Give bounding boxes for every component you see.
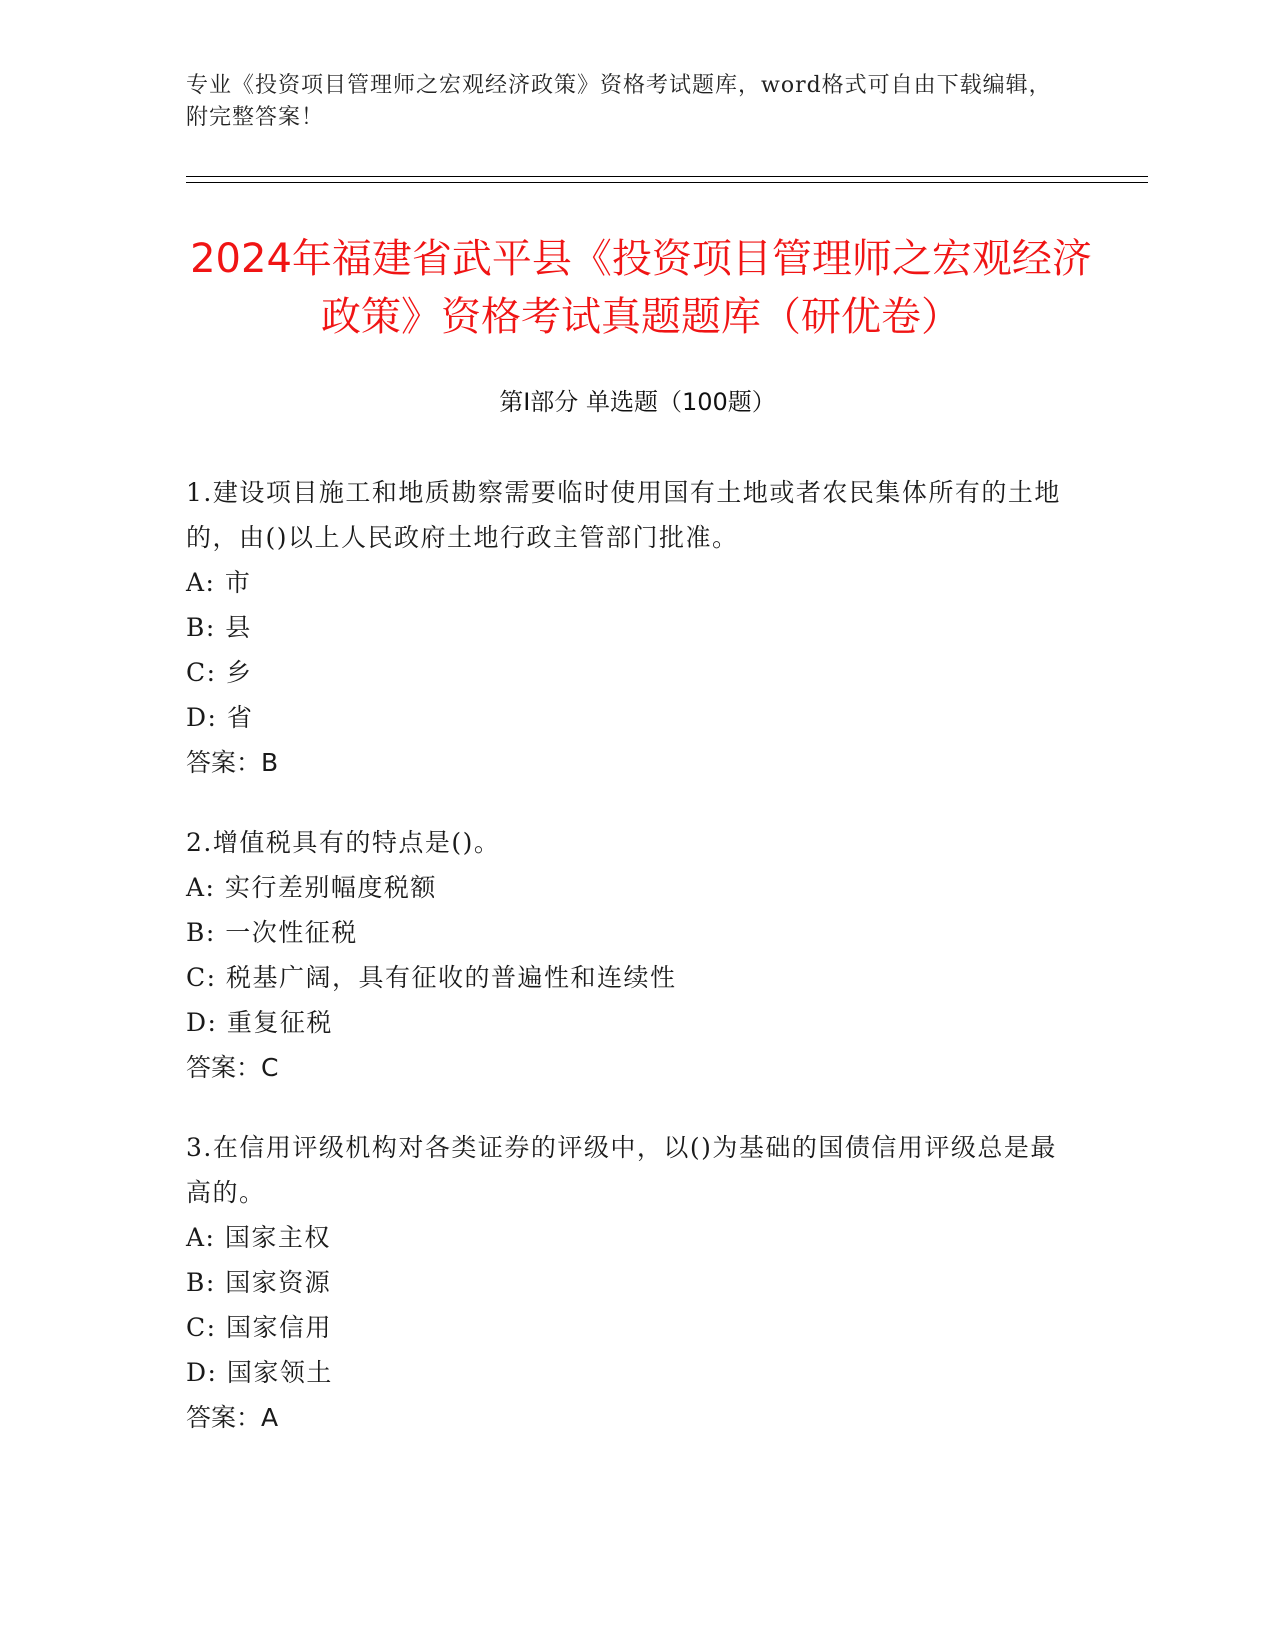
question-3: [186, 1125, 1066, 1440]
answer: 答案：B: [186, 748, 279, 777]
option-a: A: 市: [186, 568, 252, 597]
header-rule-top: [186, 176, 1148, 177]
option-d: D: 国家领土: [186, 1358, 333, 1387]
header-rule-bottom: [186, 182, 1148, 183]
option-a: A: 实行差别幅度税额: [186, 873, 437, 902]
option-c: C: 国家信用: [186, 1313, 332, 1342]
question-2: [186, 820, 1066, 1090]
option-d: D: 重复征税: [186, 1008, 333, 1037]
question-1: [186, 470, 1066, 785]
answer: 答案：A: [186, 1403, 279, 1432]
question-stem: 3.在信用评级机构对各类证券的评级中，以()为基础的国债信用评级总是最高的。: [186, 1133, 1057, 1207]
option-b: B: 一次性征税: [186, 918, 358, 947]
question-stem: 1.建设项目施工和地质勘察需要临时使用国有土地或者农民集体所有的土地的，由()以上人民政府土地行政主管部门批准。: [186, 478, 1061, 552]
answer: 答案：C: [186, 1053, 279, 1082]
option-a: A: 国家主权: [186, 1223, 331, 1252]
section-title: 第I部分 单选题（100题）: [499, 388, 776, 416]
option-b: B: 县: [186, 613, 252, 642]
document-title: 2024年福建省武平县《投资项目管理师之宏观经济政策》资格考试真题题库（研优卷）: [190, 236, 1092, 340]
question-stem: 2.增值税具有的特点是()。: [186, 828, 501, 857]
option-c: C: 乡: [186, 658, 253, 687]
option-d: D: 省: [186, 703, 254, 732]
option-c: C: 税基广阔，具有征收的普遍性和连续性: [186, 963, 677, 992]
header-note: 专业《投资项目管理师之宏观经济政策》资格考试题库，word格式可自由下载编辑，附完整答案！: [186, 73, 1052, 130]
option-b: B: 国家资源: [186, 1268, 332, 1297]
